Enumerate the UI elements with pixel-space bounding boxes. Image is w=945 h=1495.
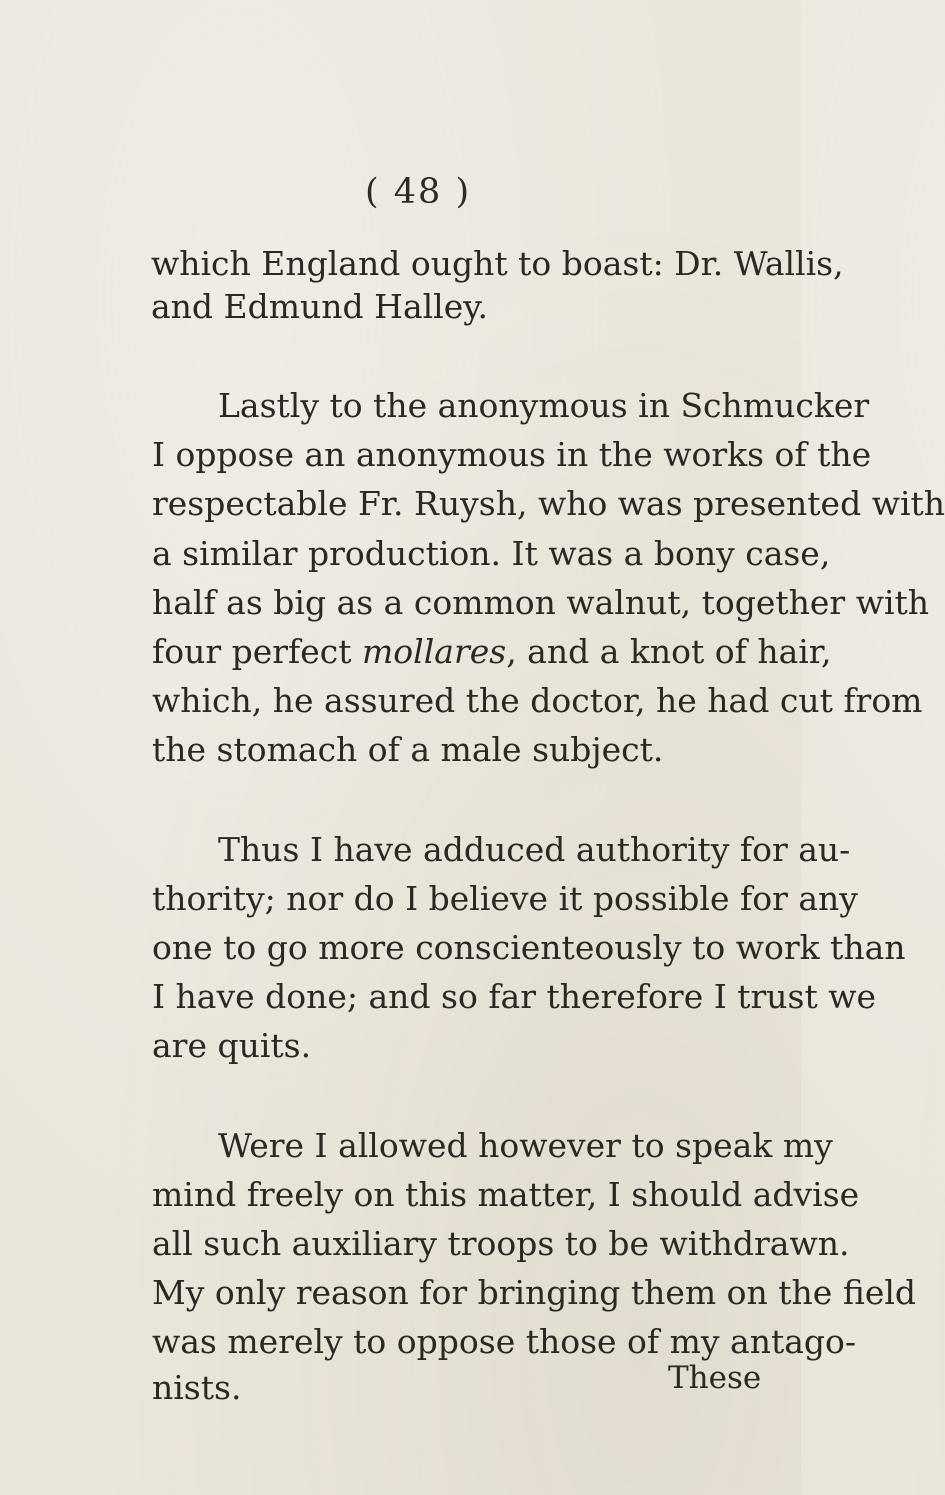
text-line-with-italic xyxy=(152,632,832,672)
text-line: which, he assured the doctor, he had cut from xyxy=(152,681,923,720)
text-line: was merely to oppose those of my antago- xyxy=(152,1322,857,1361)
text-line: half as big as a common walnut, together with xyxy=(152,583,930,622)
text-line: nists. xyxy=(152,1368,242,1407)
text-line: mind freely on this matter, I should advise xyxy=(152,1175,860,1214)
catchword: These xyxy=(668,1360,762,1396)
page-number: ( 48 ) xyxy=(365,172,472,212)
text-line: I have done; and so far therefore I trust we xyxy=(152,977,876,1016)
text-line: Lastly to the anonymous in Schmucker xyxy=(218,386,870,425)
text-line: one to go more conscienteously to work than xyxy=(152,928,906,967)
text-line: I oppose an anonymous in the works of the xyxy=(152,435,872,474)
text-line: a similar production. It was a bony case, xyxy=(152,534,831,573)
text-line: which England ought to boast: Dr. Wallis, xyxy=(151,244,844,283)
italic-term: mollares xyxy=(362,632,507,671)
text-segment: four perfect mollares, and a knot of hair, xyxy=(152,632,832,671)
text-line: respectable Fr. Ruysh, who was presented with xyxy=(152,484,945,523)
text-line: My only reason for bringing them on the field xyxy=(152,1273,917,1312)
text-line: and Edmund Halley. xyxy=(151,287,489,326)
text-line: thority; nor do I believe it possible for any xyxy=(152,879,858,918)
text-line: all such auxiliary troops to be withdrawn. xyxy=(152,1224,850,1263)
text-line: Were I allowed however to speak my xyxy=(218,1126,833,1165)
text-line: Thus I have adduced authority for au- xyxy=(218,830,851,869)
text-line: are quits. xyxy=(152,1026,312,1065)
text-line: the stomach of a male subject. xyxy=(152,730,664,769)
